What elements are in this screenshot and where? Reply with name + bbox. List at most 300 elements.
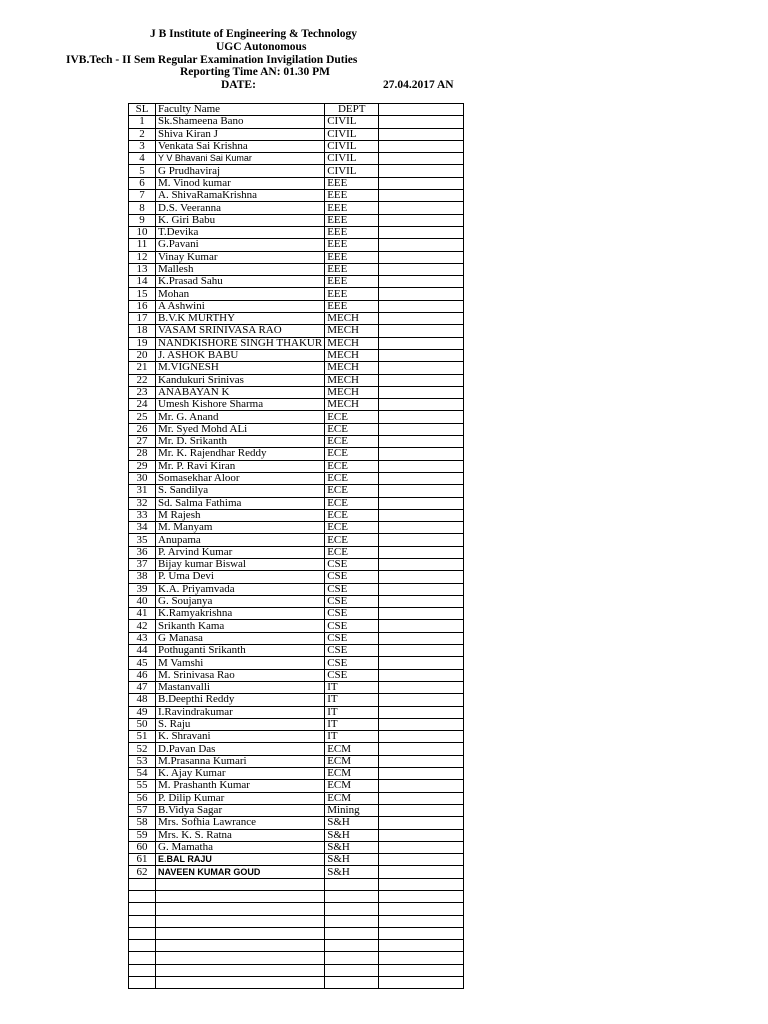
empty-row: [129, 903, 464, 915]
row-sl: 35: [129, 534, 156, 546]
date-value: 27.04.2017 AN: [383, 79, 454, 91]
row-extra: [379, 374, 464, 386]
row-sl: 20: [129, 349, 156, 361]
table-row: [129, 349, 464, 361]
row-faculty-name: NAVEEN KUMAR GOUD: [156, 866, 325, 878]
row-extra: [379, 165, 464, 177]
empty-cell: [325, 964, 379, 976]
table-row: [129, 841, 464, 853]
row-sl: 56: [129, 792, 156, 804]
row-extra: [379, 706, 464, 718]
row-sl: 38: [129, 571, 156, 583]
row-dept: IT: [325, 731, 379, 743]
row-faculty-name: Srikanth Kama: [156, 620, 325, 632]
row-dept: CSE: [325, 558, 379, 570]
table-row: [129, 669, 464, 681]
row-dept: MECH: [325, 362, 379, 374]
empty-cell: [325, 891, 379, 903]
row-dept: MECH: [325, 399, 379, 411]
row-extra: [379, 239, 464, 251]
row-extra: [379, 595, 464, 607]
empty-row: [129, 927, 464, 939]
row-sl: 57: [129, 804, 156, 816]
row-dept: MECH: [325, 374, 379, 386]
reporting-time: Reporting Time AN: 01.30 PM: [180, 66, 331, 78]
row-dept: CIVIL: [325, 140, 379, 152]
row-extra: [379, 128, 464, 140]
row-dept: CSE: [325, 571, 379, 583]
row-sl: 47: [129, 681, 156, 693]
row-faculty-name: P. Arvind Kumar: [156, 546, 325, 558]
row-sl: 24: [129, 399, 156, 411]
row-extra: [379, 620, 464, 632]
date-label: DATE:: [221, 79, 256, 91]
row-dept: ECE: [325, 485, 379, 497]
row-sl: 37: [129, 558, 156, 570]
table-row: [129, 866, 464, 878]
table-row: [129, 485, 464, 497]
row-sl: 18: [129, 325, 156, 337]
row-extra: [379, 288, 464, 300]
row-extra: [379, 153, 464, 165]
row-extra: [379, 583, 464, 595]
table-row: [129, 337, 464, 349]
row-dept: CSE: [325, 645, 379, 657]
table-row: [129, 460, 464, 472]
row-faculty-name: Venkata Sai Krishna: [156, 140, 325, 152]
row-extra: [379, 632, 464, 644]
row-faculty-name: E.BAL RAJU: [156, 854, 325, 866]
row-extra: [379, 854, 464, 866]
empty-cell: [325, 915, 379, 927]
empty-row: [129, 964, 464, 976]
row-sl: 25: [129, 411, 156, 423]
row-faculty-name: K.A. Priyamvada: [156, 583, 325, 595]
table-row: [129, 239, 464, 251]
row-extra: [379, 362, 464, 374]
table-row: [129, 423, 464, 435]
table-row: [129, 472, 464, 484]
empty-cell: [156, 940, 325, 952]
row-extra: [379, 263, 464, 275]
table-row: [129, 140, 464, 152]
table-row: [129, 436, 464, 448]
empty-row: [129, 878, 464, 890]
empty-cell: [156, 977, 325, 989]
empty-cell: [325, 977, 379, 989]
table-row: [129, 288, 464, 300]
empty-cell: [379, 915, 464, 927]
row-extra: [379, 681, 464, 693]
table-row: [129, 190, 464, 202]
row-sl: 19: [129, 337, 156, 349]
row-sl: 54: [129, 768, 156, 780]
row-dept: CSE: [325, 657, 379, 669]
row-sl: 52: [129, 743, 156, 755]
row-extra: [379, 780, 464, 792]
row-faculty-name: M. Vinod kumar: [156, 177, 325, 189]
row-faculty-name: Mr. P. Ravi Kiran: [156, 460, 325, 472]
row-sl: 32: [129, 497, 156, 509]
row-faculty-name: M.VIGNESH: [156, 362, 325, 374]
row-faculty-name: M Vamshi: [156, 657, 325, 669]
row-faculty-name: S. Sandilya: [156, 485, 325, 497]
row-extra: [379, 497, 464, 509]
row-extra: [379, 509, 464, 521]
row-dept: CIVIL: [325, 165, 379, 177]
empty-cell: [325, 952, 379, 964]
row-extra: [379, 226, 464, 238]
table-row: [129, 300, 464, 312]
row-sl: 7: [129, 190, 156, 202]
row-dept: ECE: [325, 448, 379, 460]
row-faculty-name: B.V.K MURTHY: [156, 313, 325, 325]
empty-cell: [156, 891, 325, 903]
row-extra: [379, 768, 464, 780]
table-row: [129, 263, 464, 275]
table-row: [129, 743, 464, 755]
row-faculty-name: Shiva Kiran J: [156, 128, 325, 140]
row-sl: 13: [129, 263, 156, 275]
row-faculty-name: J. ASHOK BABU: [156, 349, 325, 361]
table-row: [129, 768, 464, 780]
empty-cell: [129, 977, 156, 989]
row-dept: ECM: [325, 792, 379, 804]
empty-cell: [379, 964, 464, 976]
row-extra: [379, 300, 464, 312]
row-dept: ECE: [325, 436, 379, 448]
row-extra: [379, 472, 464, 484]
table-row: [129, 571, 464, 583]
row-extra: [379, 251, 464, 263]
table-row: [129, 694, 464, 706]
row-sl: 8: [129, 202, 156, 214]
row-faculty-name: G Prudhaviraj: [156, 165, 325, 177]
row-faculty-name: M. Manyam: [156, 522, 325, 534]
empty-cell: [325, 940, 379, 952]
table-row: [129, 632, 464, 644]
empty-cell: [156, 927, 325, 939]
empty-cell: [379, 903, 464, 915]
empty-cell: [129, 964, 156, 976]
row-sl: 26: [129, 423, 156, 435]
column-header-extra: [379, 104, 464, 116]
row-faculty-name: Kandukuri Srinivas: [156, 374, 325, 386]
row-dept: ECE: [325, 411, 379, 423]
row-sl: 51: [129, 731, 156, 743]
empty-cell: [379, 952, 464, 964]
row-dept: S&H: [325, 854, 379, 866]
row-sl: 16: [129, 300, 156, 312]
row-dept: EEE: [325, 239, 379, 251]
table-row: [129, 165, 464, 177]
row-dept: CIVIL: [325, 116, 379, 128]
row-sl: 2: [129, 128, 156, 140]
row-extra: [379, 718, 464, 730]
row-dept: S&H: [325, 817, 379, 829]
table-row: [129, 608, 464, 620]
row-dept: ECE: [325, 423, 379, 435]
table-row: [129, 546, 464, 558]
row-faculty-name: K.Prasad Sahu: [156, 276, 325, 288]
row-extra: [379, 522, 464, 534]
row-dept: EEE: [325, 214, 379, 226]
row-extra: [379, 313, 464, 325]
row-dept: EEE: [325, 263, 379, 275]
row-extra: [379, 448, 464, 460]
row-faculty-name: S. Raju: [156, 718, 325, 730]
row-sl: 50: [129, 718, 156, 730]
row-dept: CSE: [325, 632, 379, 644]
table-row: [129, 374, 464, 386]
empty-cell: [325, 903, 379, 915]
row-faculty-name: Mr. G. Anand: [156, 411, 325, 423]
table-row: [129, 226, 464, 238]
table-row: [129, 362, 464, 374]
row-sl: 40: [129, 595, 156, 607]
row-dept: EEE: [325, 190, 379, 202]
row-faculty-name: D.Pavan Das: [156, 743, 325, 755]
row-dept: MECH: [325, 325, 379, 337]
table-row: [129, 755, 464, 767]
row-sl: 3: [129, 140, 156, 152]
table-row: [129, 153, 464, 165]
row-sl: 59: [129, 829, 156, 841]
row-faculty-name: Sk.Shameena Bano: [156, 116, 325, 128]
table-header-row: [129, 104, 464, 116]
table-row: [129, 276, 464, 288]
row-dept: EEE: [325, 288, 379, 300]
table-row: [129, 116, 464, 128]
row-sl: 31: [129, 485, 156, 497]
row-sl: 15: [129, 288, 156, 300]
row-sl: 44: [129, 645, 156, 657]
row-faculty-name: M. Prashanth Kumar: [156, 780, 325, 792]
row-extra: [379, 657, 464, 669]
row-dept: CSE: [325, 595, 379, 607]
row-faculty-name: Mr. D. Srikanth: [156, 436, 325, 448]
table-row: [129, 251, 464, 263]
table-row: [129, 829, 464, 841]
row-faculty-name: Vinay Kumar: [156, 251, 325, 263]
row-dept: IT: [325, 718, 379, 730]
table-row: [129, 202, 464, 214]
row-faculty-name: K. Giri Babu: [156, 214, 325, 226]
row-extra: [379, 804, 464, 816]
row-sl: 30: [129, 472, 156, 484]
row-sl: 21: [129, 362, 156, 374]
empty-cell: [325, 878, 379, 890]
autonomous-status: UGC Autonomous: [216, 41, 307, 53]
empty-cell: [129, 915, 156, 927]
table-row: [129, 448, 464, 460]
row-sl: 42: [129, 620, 156, 632]
table-row: [129, 645, 464, 657]
row-faculty-name: T.Devika: [156, 226, 325, 238]
row-dept: ECM: [325, 780, 379, 792]
institute-name: J B Institute of Engineering & Technology: [150, 28, 358, 40]
row-extra: [379, 546, 464, 558]
row-extra: [379, 485, 464, 497]
row-faculty-name: B.Deepthi Reddy: [156, 694, 325, 706]
row-extra: [379, 116, 464, 128]
row-extra: [379, 817, 464, 829]
table-row: [129, 177, 464, 189]
row-faculty-name: D.S. Veeranna: [156, 202, 325, 214]
row-sl: 5: [129, 165, 156, 177]
row-faculty-name: M.Prasanna Kumari: [156, 755, 325, 767]
row-extra: [379, 436, 464, 448]
row-faculty-name: Y V Bhavani Sai Kumar: [156, 153, 325, 165]
row-faculty-name: K. Ajay Kumar: [156, 768, 325, 780]
row-sl: 29: [129, 460, 156, 472]
row-faculty-name: Mastanvalli: [156, 681, 325, 693]
row-sl: 60: [129, 841, 156, 853]
row-extra: [379, 571, 464, 583]
row-sl: 9: [129, 214, 156, 226]
row-faculty-name: Somasekhar Aloor: [156, 472, 325, 484]
table-row: [129, 214, 464, 226]
row-faculty-name: Mr. Syed Mohd ALi: [156, 423, 325, 435]
row-extra: [379, 829, 464, 841]
table-row: [129, 399, 464, 411]
empty-cell: [156, 915, 325, 927]
row-dept: CSE: [325, 620, 379, 632]
table-row: [129, 497, 464, 509]
table-row: [129, 411, 464, 423]
empty-cell: [379, 977, 464, 989]
row-extra: [379, 190, 464, 202]
empty-row: [129, 891, 464, 903]
table-row: [129, 522, 464, 534]
row-extra: [379, 755, 464, 767]
row-dept: S&H: [325, 866, 379, 878]
table-row: [129, 731, 464, 743]
table-row: [129, 854, 464, 866]
row-dept: S&H: [325, 841, 379, 853]
row-extra: [379, 669, 464, 681]
row-extra: [379, 349, 464, 361]
row-dept: MECH: [325, 349, 379, 361]
row-faculty-name: Mohan: [156, 288, 325, 300]
row-dept: ECM: [325, 768, 379, 780]
row-sl: 41: [129, 608, 156, 620]
row-faculty-name: Umesh Kishore Sharma: [156, 399, 325, 411]
empty-row: [129, 952, 464, 964]
table-row: [129, 657, 464, 669]
row-sl: 39: [129, 583, 156, 595]
row-extra: [379, 608, 464, 620]
row-extra: [379, 743, 464, 755]
row-dept: CIVIL: [325, 128, 379, 140]
row-dept: CSE: [325, 583, 379, 595]
row-dept: MECH: [325, 313, 379, 325]
row-dept: ECE: [325, 497, 379, 509]
row-sl: 22: [129, 374, 156, 386]
row-sl: 62: [129, 866, 156, 878]
empty-row: [129, 940, 464, 952]
row-dept: EEE: [325, 251, 379, 263]
row-extra: [379, 645, 464, 657]
row-sl: 43: [129, 632, 156, 644]
row-dept: MECH: [325, 386, 379, 398]
row-extra: [379, 177, 464, 189]
empty-cell: [156, 878, 325, 890]
row-extra: [379, 411, 464, 423]
column-header-sl: SL: [129, 104, 156, 116]
row-faculty-name: Sd. Salma Fathima: [156, 497, 325, 509]
row-sl: 6: [129, 177, 156, 189]
row-faculty-name: M Rajesh: [156, 509, 325, 521]
row-extra: [379, 214, 464, 226]
row-faculty-name: Pothuganti Srikanth: [156, 645, 325, 657]
row-dept: EEE: [325, 276, 379, 288]
row-extra: [379, 386, 464, 398]
empty-cell: [129, 927, 156, 939]
row-dept: Mining: [325, 804, 379, 816]
row-faculty-name: Mallesh: [156, 263, 325, 275]
row-faculty-name: K.Ramyakrishna: [156, 608, 325, 620]
table-row: [129, 792, 464, 804]
row-faculty-name: P. Dilip Kumar: [156, 792, 325, 804]
row-sl: 45: [129, 657, 156, 669]
row-extra: [379, 399, 464, 411]
table-row: [129, 681, 464, 693]
empty-cell: [325, 927, 379, 939]
row-dept: EEE: [325, 177, 379, 189]
table-row: [129, 706, 464, 718]
table-row: [129, 780, 464, 792]
row-extra: [379, 558, 464, 570]
row-faculty-name: ANABAYAN K: [156, 386, 325, 398]
row-faculty-name: Anupama: [156, 534, 325, 546]
empty-cell: [129, 940, 156, 952]
row-faculty-name: K. Shravani: [156, 731, 325, 743]
table-row: [129, 595, 464, 607]
row-dept: ECE: [325, 534, 379, 546]
row-extra: [379, 792, 464, 804]
column-header-dept: DEPT: [325, 104, 379, 116]
row-faculty-name: Mr. K. Rajendhar Reddy: [156, 448, 325, 460]
row-sl: 33: [129, 509, 156, 521]
row-dept: CSE: [325, 669, 379, 681]
row-sl: 36: [129, 546, 156, 558]
row-sl: 61: [129, 854, 156, 866]
table-row: [129, 386, 464, 398]
row-dept: EEE: [325, 226, 379, 238]
row-dept: CIVIL: [325, 153, 379, 165]
invigilation-table: [128, 103, 464, 989]
row-faculty-name: G. Mamatha: [156, 841, 325, 853]
table-row: [129, 558, 464, 570]
row-sl: 55: [129, 780, 156, 792]
row-sl: 14: [129, 276, 156, 288]
row-dept: EEE: [325, 300, 379, 312]
row-faculty-name: Mrs. K. S. Ratna: [156, 829, 325, 841]
row-sl: 28: [129, 448, 156, 460]
row-sl: 27: [129, 436, 156, 448]
empty-cell: [379, 940, 464, 952]
row-extra: [379, 276, 464, 288]
row-extra: [379, 325, 464, 337]
table-row: [129, 128, 464, 140]
row-dept: S&H: [325, 829, 379, 841]
row-extra: [379, 731, 464, 743]
row-extra: [379, 460, 464, 472]
row-sl: 4: [129, 153, 156, 165]
empty-cell: [156, 952, 325, 964]
row-sl: 17: [129, 313, 156, 325]
